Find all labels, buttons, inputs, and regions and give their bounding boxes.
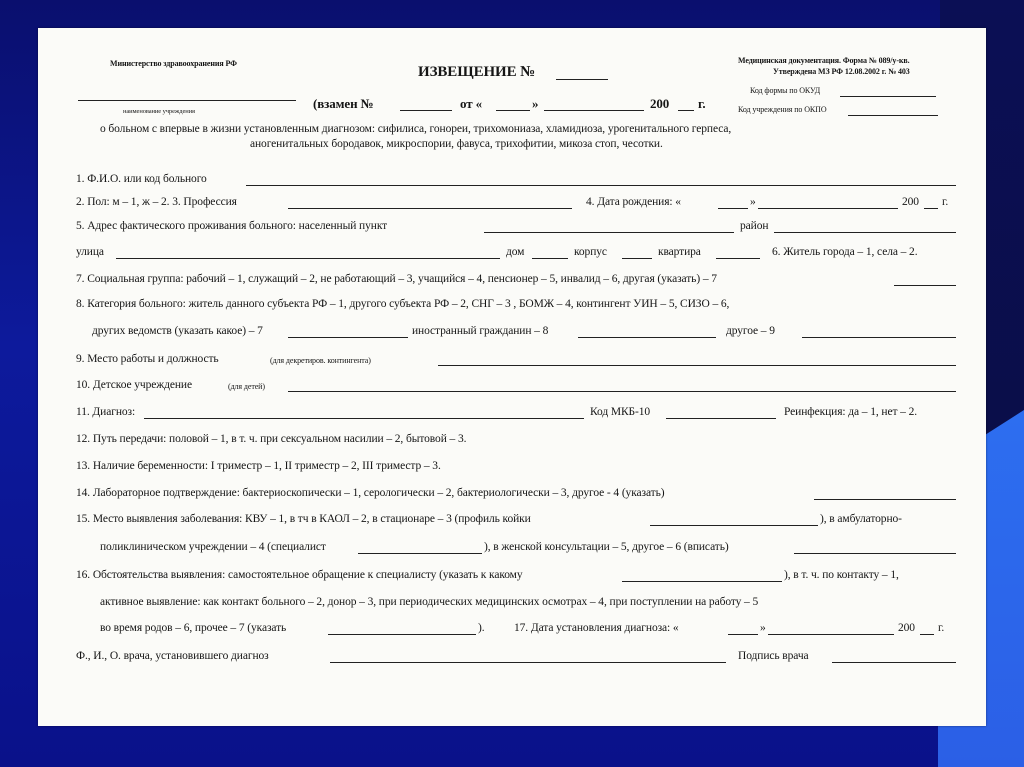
field-15-end: ), в амбулаторно- — [820, 513, 902, 525]
intro-line-1: о больном с впервые в жизни установленным диагнозом: сифилиса, гонореи, трихомониаза, хламидиоза, урогенитального герпеса, — [100, 123, 732, 135]
bed-profile-input[interactable] — [650, 525, 818, 526]
birth-day-field[interactable] — [718, 199, 748, 209]
field-5-label: 5. Адрес фактического проживания больного: населенный пункт — [76, 220, 388, 232]
field-16-end: ), в т. ч. по контакту – 1, — [784, 569, 899, 581]
specialist-input[interactable] — [358, 553, 482, 554]
settlement-input[interactable] — [484, 232, 734, 233]
house-input[interactable] — [532, 258, 568, 259]
field-4-year: 200 — [902, 196, 919, 208]
diagnosis-year-field[interactable] — [920, 625, 934, 635]
field-6-label: 6. Житель города – 1, села – 2. — [772, 246, 918, 258]
mkb-code-input[interactable] — [666, 418, 776, 419]
replace-prefix: (взамен № — [313, 96, 374, 111]
field-12-label: 12. Путь передачи: половой – 1, в т. ч. при сексуальном насилии – 2, бытовой – 3. — [76, 433, 467, 445]
field-15-other: ), в женской консультации – 5, другое – 6 (вписать) — [484, 541, 729, 553]
diagnosis-month-field[interactable] — [768, 625, 894, 635]
street-input[interactable] — [116, 258, 500, 259]
field-10-note: (для детей) — [228, 382, 265, 391]
lab-other-input[interactable] — [814, 499, 956, 500]
okud-label: Код формы по ОКУД — [750, 86, 821, 95]
field-15-label: 15. Место выявления заболевания: КВУ – 1, в тч в КАОЛ – 2, в стационаре – 3 (профиль койки — [76, 513, 531, 525]
diagnosis-input[interactable] — [144, 418, 584, 419]
field-8-label: 8. Категория больного: житель данного субъекта РФ – 1, другого субъекта РФ – 2, СНГ – 3 , БОМЖ – 4, контингент УИН – 5, СИЗО – 6, — [76, 298, 730, 310]
field-16-other: во время родов – 6, прочее – 7 (указать — [100, 622, 287, 634]
field-17-end: г. — [938, 622, 945, 634]
okpo-label: Код учреждения по ОКПО — [738, 105, 827, 114]
replace-year: 200 — [650, 96, 670, 111]
field-13-label: 13. Наличие беременности: I триместр – 1, II триместр – 2, III триместр – 3. — [76, 460, 441, 472]
replace-quote: » — [532, 96, 539, 111]
social-other-input[interactable] — [894, 285, 956, 286]
field-16-active: активное выявление: как контакт больного – 2, донор – 3, при периодических медицинских осмотрах – 4, при поступлении на работу – 5 — [100, 596, 759, 608]
field-8-foreigner: иностранный гражданин – 8 — [412, 325, 549, 337]
okud-field[interactable] — [840, 96, 936, 97]
building-label: корпус — [574, 246, 607, 258]
other-department-input[interactable] — [288, 337, 408, 338]
building-input[interactable] — [622, 258, 652, 259]
house-label: дом — [506, 246, 525, 258]
field-14-label: 14. Лабораторное подтверждение: бактериоскопически – 1, серологически – 2, бактериологически – 3, другое - 4 (указать) — [76, 487, 665, 499]
field-4-label: 4. Дата рождения: « — [586, 196, 681, 208]
circumstance-other-input[interactable] — [328, 634, 476, 635]
okpo-field[interactable] — [848, 115, 938, 116]
category-other-input[interactable] — [802, 337, 956, 338]
form-number-field[interactable] — [556, 70, 608, 80]
institution-caption: наименование учреждения — [123, 108, 195, 115]
signature-label: Подпись врача — [738, 650, 809, 662]
place-other-input[interactable] — [794, 553, 956, 554]
field-4-quote: » — [750, 196, 756, 208]
foreigner-input[interactable] — [578, 337, 716, 338]
signature-input[interactable] — [832, 662, 956, 663]
diagnosis-day-field[interactable] — [728, 625, 758, 635]
field-17-label: 17. Дата установления диагноза: « — [514, 622, 679, 634]
med-doc-label: Медицинская документация. Форма № 089/у-кв. — [738, 56, 910, 65]
field-1-label: 1. Ф.И.О. или код больного — [76, 173, 207, 185]
doctor-label: Ф., И., О. врача, установившего диагноз — [76, 650, 269, 662]
workplace-input[interactable] — [438, 365, 956, 366]
apartment-label: квартира — [658, 246, 701, 258]
field-7-label: 7. Социальная группа: рабочий – 1, служащий – 2, не работающий – 3, учащийся – 4, пенсионер – 5, инвалид – 6, другая (указать) – 7 — [76, 273, 717, 285]
field-4-end: г. — [942, 196, 949, 208]
replace-end: г. — [698, 96, 706, 111]
doctor-name-input[interactable] — [330, 662, 726, 663]
district-input[interactable] — [774, 232, 956, 233]
mkb-code-label: Код МКБ-10 — [590, 406, 651, 418]
field-9-label: 9. Место работы и должность — [76, 353, 219, 365]
replace-from: от « — [460, 96, 483, 111]
profession-input[interactable] — [288, 208, 572, 209]
institution-line[interactable] — [78, 100, 296, 101]
field-16-close: ). — [478, 622, 485, 634]
replace-number-field[interactable] — [400, 101, 452, 111]
field-16-label: 16. Обстоятельства выявления: самостоятельное обращение к специалисту (указать к какому — [76, 569, 523, 581]
field-17-quote: » — [760, 622, 766, 634]
replace-day-field[interactable] — [496, 101, 530, 111]
ministry-label: Министерство здравоохранения РФ — [110, 59, 237, 68]
replace-year-field[interactable] — [678, 101, 694, 111]
field-8-other-departments: других ведомств (указать какое) – 7 — [92, 325, 263, 337]
birth-year-field[interactable] — [924, 199, 938, 209]
field-10-label: 10. Детское учреждение — [76, 379, 192, 391]
child-institution-input[interactable] — [288, 391, 956, 392]
apartment-input[interactable] — [716, 258, 760, 259]
reinfection-label: Реинфекция: да – 1, нет – 2. — [784, 406, 918, 418]
birth-month-field[interactable] — [758, 199, 898, 209]
field-2-3-label: 2. Пол: м – 1, ж – 2. 3. Профессия — [76, 196, 237, 208]
notification-form — [38, 28, 986, 726]
approved-label: Утверждена МЗ РФ 12.08.2002 г. № 403 — [773, 67, 910, 76]
replace-month-field[interactable] — [544, 101, 644, 111]
district-label: район — [740, 220, 769, 232]
intro-line-2: аногенитальных бородавок, микроспории, фавуса, трихофитии, микоза стоп, чесотки. — [250, 138, 663, 150]
field-8-other: другое – 9 — [726, 325, 775, 337]
form-title: ИЗВЕЩЕНИЕ № — [418, 64, 536, 80]
specialist-type-input[interactable] — [622, 581, 782, 582]
street-label: улица — [76, 246, 104, 258]
field-11-label: 11. Диагноз: — [76, 406, 136, 418]
field-1-input[interactable] — [246, 185, 956, 186]
field-9-note: (для декретиров. контингента) — [270, 356, 371, 365]
field-15-polyclinic: поликлиническом учреждении – 4 (специалист — [100, 541, 326, 553]
field-17-year: 200 — [898, 622, 915, 634]
